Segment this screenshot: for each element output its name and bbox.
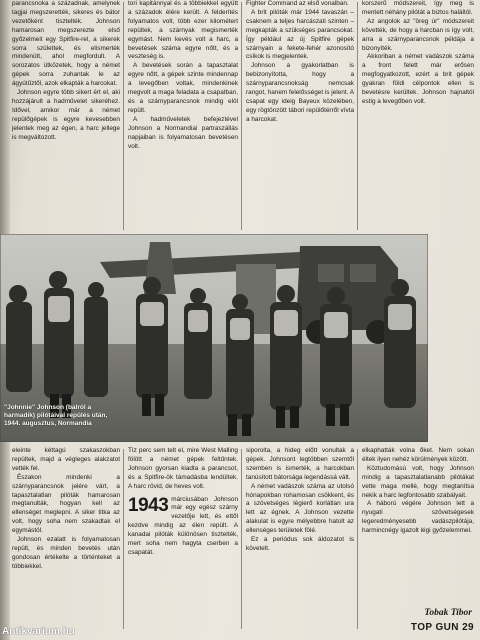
paragraph: Az angolok az "öreg úr" módszereit követték, de hogy a harcban is így volt, arra a szárnyparancsnok példája a bizonyíték.	[362, 17, 474, 52]
paragraph-text: márciusában Johnson már egy egész szárny vezetője lett, és ettől kezdve mindig az élen repült. A kanadai pilóták különösen tisztelték, mert soha nem hagyta cserben a csapatát.	[128, 495, 238, 556]
paragraph: Johnson ezalatt is folyamatosan repült, és minden bevetés után gondosan értékelte a történteket a többiekkel.	[12, 536, 120, 570]
author-byline: Tobak Tibor	[424, 608, 472, 618]
column-rule	[123, 2, 124, 230]
watermark: Antikvarium.hu	[2, 626, 75, 637]
paragraph: A hadműveletek befejeztével Johnson a Normandiai partraszállás napjaiban is folyamatosan bevetésen volt.	[128, 115, 238, 150]
column-rule	[241, 2, 242, 230]
column-rule	[357, 2, 358, 230]
paragraph: korszerű módszereit, így meg is mentett néhány pilótát a biztos haláltól.	[362, 0, 474, 16]
article-column-4-top	[362, 0, 474, 232]
paragraph: Fighter Command az első vonalban.	[246, 0, 349, 7]
paragraph: tori kapitánnyal és a többiekkel együtt a századok élére került. A felderítés folyamatos volt, több ezer kilométert repültek, a szárnyak megismerték egymást. Nem kevés volt a harc, a bevetések száma egyre nőtt, és a veszteség is.	[128, 0, 238, 61]
paragraph: A háború végére Johnson lett a nyugati szövetségesek legeredményesebb vadászpilótája, harmincnégy igazolt légi győzelemmel.	[362, 500, 474, 535]
article-column-2-top	[128, 0, 238, 232]
paragraph-with-year	[128, 496, 238, 558]
paragraph: Tíz perc sem telt el, mire West Malling fölött a német gépek feltűntek. Johnson gyorsan kiadta a parancsot, és a Spitfire-ök támadásba lendültek. A harc rövid, de heves volt.	[128, 447, 238, 490]
paragraph: siporolta, a hideg előtt vonultak a gépek. Johnsont legtöbben szemtől szemben is ismerték, a harcokban tanúsított bátorsága legendássá vált.	[246, 447, 354, 481]
paragraph: eleinte kéttagú szakaszokban repültek, majd a végleges alakzatot vették fel.	[12, 447, 120, 472]
paragraph: Köztudomású volt, hogy Johnson mindig a tapasztalatlanabb pilótákat vette maga mellé, hogy megtanítsa nekik a harc legfontosabb szabályait.	[362, 464, 474, 499]
paragraph: elkaphatták volna őket. Nem sokan éltek ilyen nehéz körülmények között.	[362, 447, 474, 463]
article-column-1-bottom	[12, 447, 120, 633]
paragraph: Akkoriban a német vadászok száma a front felett már erősen megfogyatkozott, ezért a brit gépek gyakran földi célpontok ellen is bevetésre kerültek. Johnson hajnaltól estig a levegőben volt.	[362, 53, 474, 105]
article-column-3-top	[246, 0, 354, 232]
paragraph: Johnson a gyakorlatban is bebizonyította, hogy a szárnyparancsnokság nemcsak rangot, hanem felelősséget is jelent. A csapat egy ideig Bayeux közelében, egy rögtönzött tábori repülőtérről vívta a harcokat.	[246, 62, 354, 123]
paragraph: A bevetések során a tapasztalat egyre nőtt, a gépek szinte mindennap a levegőben voltak, mindenkinek megvolt a maga feladata a csapatban, és a szárnyparancsnok mindig elöl repült.	[128, 62, 238, 114]
paragraph: parancsnoka a századnak, amelynek tagjai megszerették, sikeres és bátor vezetőként tisztelték. Johnson hamarosan megszerezte első győzelmeit egy Spitfire-rel, a sikerek sorra születtek, és elismerték mindenütt, ahol megfordult. A sorozatos ütközetek, hogy a német gépek sorra zuhantak le az ágyútűztől, azok elkapták a harcokat.	[12, 0, 120, 88]
article-column-2-bottom	[128, 447, 238, 633]
page-folio: TOP GUN 29	[410, 622, 474, 633]
paragraph: A brit pilóták már 1944 tavaszán – csaknem a teljes harcászati szinten – megkapták a szükséges parancsokat. Így például az új Spitfire gépek szárnyain a fekete-fehér azonosító csíkok is megjelentek.	[246, 8, 354, 61]
paragraph: Johnson egyre több sikert ért el, aki hozzájárult a hadművelet sikeréhez. Idővel, amikor már a német repülőgépek is egyre kevesebben jelentek meg az égen, a harc jellege is megváltozott.	[12, 89, 120, 141]
photo-caption: "Johnnie" Johnson (balról a harmadik) pilótáival repülés után, 1944. augusztus, Normandia	[4, 404, 108, 428]
paragraph: Ez a periódus sok áldozatot is követelt.	[246, 536, 354, 552]
article-column-1-top	[12, 0, 120, 232]
year-highlight: 1943	[128, 494, 169, 516]
column-rule	[123, 449, 124, 629]
article-column-4-bottom	[362, 447, 474, 605]
paragraph: Északon mindenki a szárnyparancsnok jelére várt, a tapasztalatlan pilóták hamarosan megtanulták, hogyan kell az ellenséget meglepni. A siker titka az volt, hogy soha nem szakadtak el egymástól.	[12, 473, 120, 535]
column-rule	[357, 449, 358, 629]
paragraph: A német vadászok száma az utolsó hónapokban rohamosan csökkent, és a szövetséges légierő korlátlan ura lett az égnek. A Johnson vezette alakulat is egyre mélyebbre hatolt az ellenséges területek fölé.	[246, 482, 354, 535]
article-column-3-bottom	[246, 447, 354, 633]
column-rule	[241, 449, 242, 629]
